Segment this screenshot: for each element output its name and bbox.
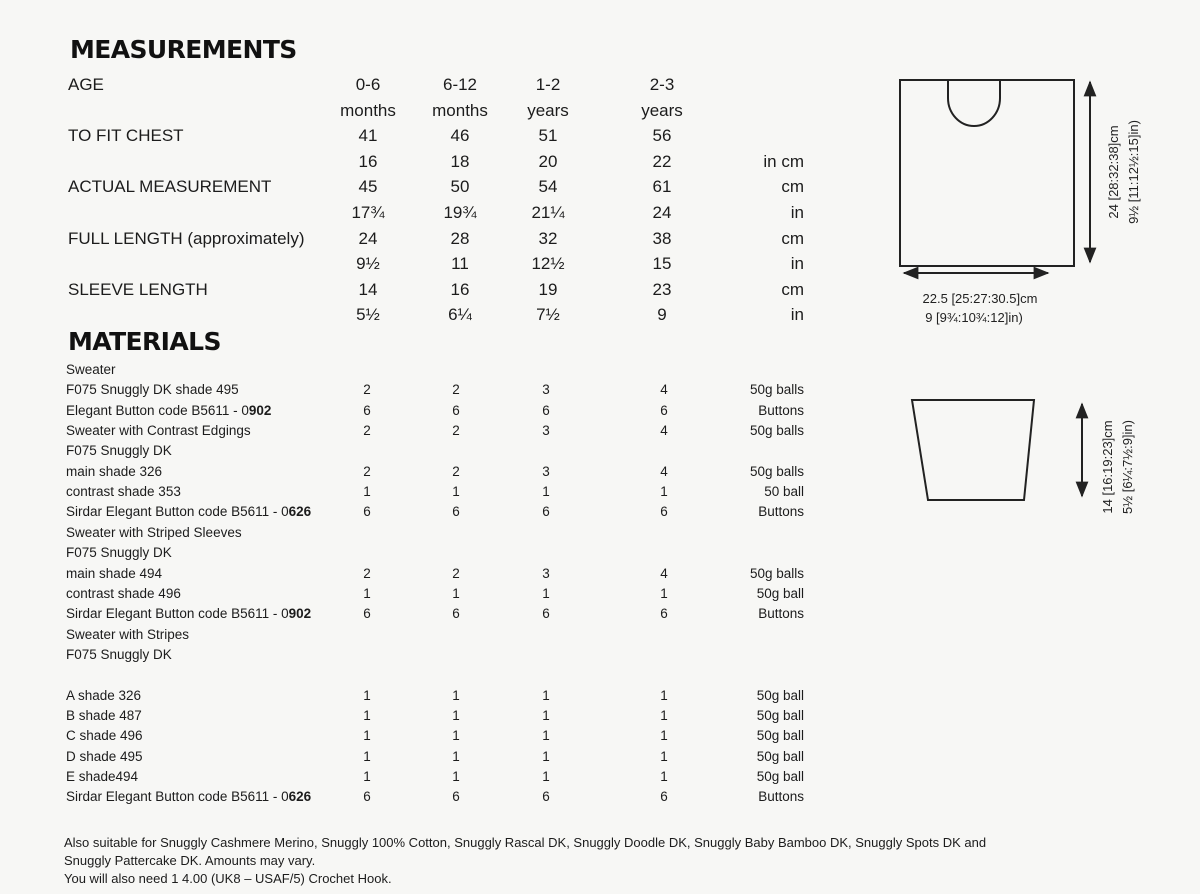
material-unit: 50g ball bbox=[756, 748, 804, 764]
material-value-cell: 1 bbox=[452, 728, 460, 744]
material-value-cell: 6 bbox=[542, 789, 550, 805]
material-value-cell: 1 bbox=[363, 769, 371, 784]
measurement-value-cell: 21¼ bbox=[531, 203, 565, 222]
measurement-value-cell: 14 bbox=[358, 279, 378, 299]
measurement-value-cell: 41 bbox=[358, 126, 378, 146]
material-row-label: main shade 494 bbox=[66, 565, 163, 581]
material-unit: 50g ball bbox=[756, 769, 804, 784]
material-value-cell: 1 bbox=[542, 769, 550, 784]
measurement-value-cell: 24 bbox=[652, 203, 672, 222]
material-row-label: Elegant Button code B5611 - 0902 bbox=[66, 402, 272, 418]
material-row-label: A shade 326 bbox=[66, 687, 142, 703]
material-row-label: F075 Snuggly DK bbox=[66, 443, 172, 459]
material-row-label: Sweater bbox=[66, 362, 116, 377]
material-unit: 50g ball bbox=[756, 687, 804, 703]
material-value-cell: 1 bbox=[452, 585, 460, 601]
material-unit: 50g balls bbox=[749, 382, 804, 398]
material-value-cell: 6 bbox=[660, 504, 668, 520]
body-length-in: 9½ [11:12½:15]in) bbox=[1126, 120, 1141, 224]
measurement-value-cell: 56 bbox=[652, 126, 672, 146]
material-value-cell: 2 bbox=[363, 565, 371, 581]
material-value-cell: 1 bbox=[542, 687, 550, 703]
material-unit: Buttons bbox=[758, 606, 804, 622]
measurement-value-cell: 54 bbox=[538, 177, 558, 197]
material-value-cell: 6 bbox=[363, 402, 371, 418]
material-value-cell: 1 bbox=[452, 687, 460, 703]
material-value-cell: 6 bbox=[542, 402, 550, 418]
material-value-cell: 3 bbox=[542, 423, 550, 439]
measurement-value-cell: 61 bbox=[652, 177, 672, 197]
measurement-value-cell: 18 bbox=[450, 151, 470, 171]
material-value-cell: 6 bbox=[363, 606, 371, 622]
measurement-unit: in cm bbox=[763, 151, 804, 171]
body-diagram bbox=[900, 80, 1141, 325]
measurement-value-cell: 28 bbox=[450, 228, 470, 248]
measurement-value-cell: 19¾ bbox=[443, 203, 477, 222]
material-value-cell: 6 bbox=[542, 504, 550, 520]
material-value-cell: 6 bbox=[363, 504, 371, 520]
material-value-cell: 2 bbox=[452, 423, 460, 439]
sleeve-length-in: 5½ [6¼:7½:9]in) bbox=[1120, 420, 1135, 514]
measurement-unit: in bbox=[790, 203, 804, 222]
material-value-cell: 1 bbox=[363, 585, 371, 601]
material-value-cell: 4 bbox=[660, 382, 668, 398]
measurement-value-cell: 45 bbox=[358, 177, 378, 197]
material-value-cell: 3 bbox=[542, 565, 550, 581]
material-unit: 50 ball bbox=[764, 484, 804, 500]
material-value-cell: 1 bbox=[363, 484, 371, 500]
material-value-cell: 1 bbox=[542, 748, 550, 764]
measurement-value-cell: 17¾ bbox=[351, 203, 385, 222]
measurement-value-cell: 15 bbox=[652, 254, 672, 274]
material-unit: 50g balls bbox=[749, 565, 804, 581]
material-row-label: Sweater with Stripes bbox=[66, 626, 190, 642]
measurement-unit: in bbox=[790, 305, 804, 325]
measurement-value-cell: 6-12 bbox=[442, 75, 478, 94]
footer-note-1: Also suitable for Snuggly Cashmere Merino, Snuggly 100% Cotton, Snuggly Rascal DK, Snuggly Doodle DK, Snuggly Baby Bamboo DK, Snuggly Spots DK and bbox=[64, 835, 987, 850]
measurement-value-cell: 12½ bbox=[531, 254, 565, 274]
measurements-heading: MEASUREMENTS bbox=[70, 35, 297, 64]
material-row-label: C shade 496 bbox=[66, 728, 143, 744]
material-value-cell: 1 bbox=[452, 707, 460, 723]
measurement-value-cell: 6¼ bbox=[448, 305, 472, 325]
material-row-label: Sirdar Elegant Button code B5611 - 0626 bbox=[66, 504, 312, 520]
material-value-cell: 1 bbox=[542, 484, 550, 500]
measurement-unit: cm bbox=[781, 177, 804, 197]
measurement-unit: cm bbox=[781, 228, 804, 248]
material-value-cell: 6 bbox=[452, 402, 460, 418]
material-value-cell: 4 bbox=[660, 463, 668, 479]
material-unit: 50g ball bbox=[756, 728, 804, 744]
material-value-cell: 1 bbox=[363, 748, 371, 764]
measurement-value-cell: 5½ bbox=[356, 305, 380, 325]
body-width-cm: 22.5 [25:27:30.5]cm bbox=[922, 291, 1038, 306]
material-value-cell: 1 bbox=[363, 728, 371, 744]
material-value-cell: 1 bbox=[542, 585, 550, 601]
sleeve-length-cm: 14 [16:19:23]cm bbox=[1100, 420, 1115, 514]
material-row-label: main shade 326 bbox=[66, 463, 163, 479]
material-value-cell: 2 bbox=[452, 565, 460, 581]
measurement-value-cell: 19 bbox=[538, 279, 558, 299]
measurement-value-cell: years bbox=[527, 100, 569, 120]
measurement-value-cell: 9½ bbox=[356, 254, 380, 274]
material-row-label: contrast shade 496 bbox=[66, 585, 181, 601]
materials-heading: MATERIALS bbox=[68, 327, 221, 356]
material-value-cell: 1 bbox=[452, 769, 460, 784]
measurement-value-cell: 20 bbox=[538, 151, 558, 171]
measurement-row-label: TO FIT CHEST bbox=[68, 126, 184, 146]
measurement-row-label: ACTUAL MEASUREMENT bbox=[68, 177, 272, 197]
material-value-cell: 1 bbox=[660, 484, 668, 500]
material-value-cell: 6 bbox=[363, 789, 371, 805]
material-row-label: F075 Snuggly DK bbox=[66, 646, 172, 662]
material-unit: 50g balls bbox=[749, 463, 804, 479]
material-row-label: Sweater with Striped Sleeves bbox=[66, 524, 242, 540]
measurement-value-cell: 16 bbox=[450, 279, 470, 299]
material-value-cell: 1 bbox=[452, 748, 460, 764]
material-row-label: D shade 495 bbox=[66, 748, 143, 764]
material-unit: 50g balls bbox=[749, 423, 804, 439]
material-row-label: Sweater with Contrast Edgings bbox=[66, 423, 251, 439]
measurement-value-cell: 0-6 bbox=[355, 75, 381, 94]
measurement-row-label: AGE bbox=[68, 75, 104, 94]
material-value-cell: 1 bbox=[542, 728, 550, 744]
material-value-cell: 1 bbox=[660, 707, 668, 723]
measurement-value-cell: 1-2 bbox=[535, 75, 561, 94]
material-value-cell: 1 bbox=[660, 687, 668, 703]
measurement-value-cell: 9 bbox=[657, 305, 667, 325]
material-row-label: B shade 487 bbox=[66, 707, 142, 723]
material-value-cell: 2 bbox=[452, 382, 460, 398]
measurement-value-cell: 16 bbox=[358, 151, 378, 171]
material-value-cell: 6 bbox=[452, 789, 460, 805]
material-unit: 50g ball bbox=[756, 707, 804, 723]
measurement-value-cell: 24 bbox=[358, 228, 378, 248]
measurement-value-cell: months bbox=[340, 100, 396, 120]
material-value-cell: 2 bbox=[452, 463, 460, 479]
material-unit: Buttons bbox=[758, 504, 804, 520]
material-value-cell: 1 bbox=[363, 707, 371, 723]
material-value-cell: 3 bbox=[542, 463, 550, 479]
material-value-cell: 6 bbox=[660, 402, 668, 418]
measurement-row-label: FULL LENGTH (approximately) bbox=[68, 228, 305, 248]
measurement-value-cell: 32 bbox=[538, 228, 558, 248]
measurement-unit: in bbox=[790, 254, 804, 274]
sleeve-diagram bbox=[912, 400, 1135, 514]
material-value-cell: 1 bbox=[452, 484, 460, 500]
material-value-cell: 6 bbox=[660, 789, 668, 805]
material-row-label: F075 Snuggly DK shade 495 bbox=[66, 382, 239, 398]
material-value-cell: 6 bbox=[452, 606, 460, 622]
measurement-value-cell: 38 bbox=[652, 228, 672, 248]
material-row-label: contrast shade 353 bbox=[66, 484, 181, 500]
material-unit: Buttons bbox=[758, 789, 804, 805]
material-value-cell: 1 bbox=[660, 585, 668, 601]
measurement-value-cell: years bbox=[641, 100, 683, 120]
material-value-cell: 6 bbox=[660, 606, 668, 622]
material-value-cell: 1 bbox=[660, 728, 668, 744]
material-row-label: Sirdar Elegant Button code B5611 - 0902 bbox=[66, 606, 312, 622]
measurement-value-cell: 51 bbox=[538, 126, 558, 146]
body-length-cm: 24 [28:32:38]cm bbox=[1106, 125, 1121, 219]
measurement-value-cell: 50 bbox=[450, 177, 470, 197]
material-value-cell: 4 bbox=[660, 565, 668, 581]
material-unit: Buttons bbox=[758, 402, 804, 418]
material-row-label: E shade494 bbox=[66, 769, 139, 784]
measurement-value-cell: 7½ bbox=[536, 305, 560, 325]
measurement-row-label: SLEEVE LENGTH bbox=[68, 279, 208, 299]
material-value-cell: 2 bbox=[363, 463, 371, 479]
measurement-unit: cm bbox=[781, 279, 804, 299]
material-value-cell: 2 bbox=[363, 382, 371, 398]
material-value-cell: 3 bbox=[542, 382, 550, 398]
measurement-value-cell: 11 bbox=[451, 254, 469, 274]
material-unit: 50g ball bbox=[756, 585, 804, 601]
material-value-cell: 1 bbox=[363, 687, 371, 703]
material-value-cell: 2 bbox=[363, 423, 371, 439]
material-value-cell: 4 bbox=[660, 423, 668, 439]
material-value-cell: 6 bbox=[542, 606, 550, 622]
measurement-value-cell: 22 bbox=[652, 151, 672, 171]
material-value-cell: 1 bbox=[660, 748, 668, 764]
material-value-cell: 1 bbox=[660, 769, 668, 784]
footer-note-3: You will also need 1 4.00 (UK8 – USAF/5) Crochet Hook. bbox=[64, 871, 392, 886]
body-width-in: 9 [9¾:10¾:12]in) bbox=[925, 310, 1023, 325]
measurement-value-cell: 2-3 bbox=[649, 75, 675, 94]
material-row-label: Sirdar Elegant Button code B5611 - 0626 bbox=[66, 789, 312, 805]
measurement-value-cell: 23 bbox=[652, 279, 672, 299]
material-value-cell: 6 bbox=[452, 504, 460, 520]
footer-note-2: Snuggly Pattercake DK. Amounts may vary. bbox=[64, 853, 316, 868]
measurement-value-cell: months bbox=[432, 100, 488, 120]
measurement-value-cell: 46 bbox=[450, 126, 470, 146]
material-value-cell: 1 bbox=[542, 707, 550, 723]
material-row-label: F075 Snuggly DK bbox=[66, 545, 172, 561]
